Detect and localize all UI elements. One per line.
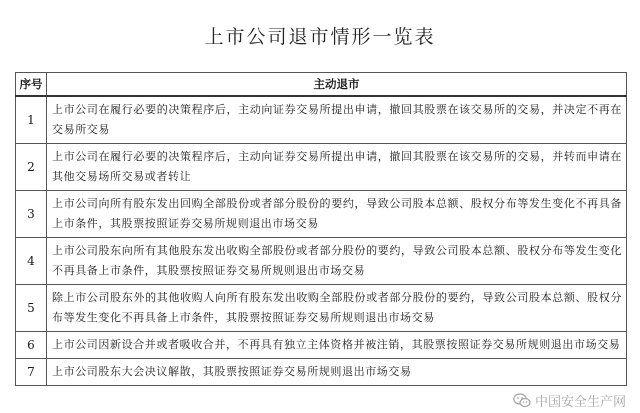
document-title: 上市公司退市情形一览表 bbox=[204, 26, 436, 48]
header-voluntary-delisting: 主动退市 bbox=[47, 73, 627, 97]
row-number: 5 bbox=[16, 285, 47, 332]
watermark bbox=[513, 391, 626, 410]
row-description: 上市公司在履行必要的决策程序后，主动向证券交易所提出申请，撤回其股票在该交易所的交易，并转而申请在其他交易场所交易或者转让 bbox=[47, 144, 627, 191]
row-description: 上市公司在履行必要的决策程序后，主动向证券交易所提出申请，撤回其股票在该交易所的交易，并决定不再在交易所交易 bbox=[47, 96, 627, 144]
table-row bbox=[16, 285, 627, 332]
watermark-text: 中国安全生产网 bbox=[534, 395, 626, 410]
row-number: 1 bbox=[16, 96, 47, 144]
row-description: 上市公司股东向所有其他股东发出收购全部股份或者部分股份的要约，导致公司股本总额、股权分布等发生变化不再具备上市条件，其股票按照证券交易所规则退出市场交易 bbox=[47, 238, 627, 285]
table-header-row bbox=[16, 73, 627, 97]
table-row bbox=[16, 332, 627, 359]
row-description: 上市公司因新设合并或者吸收合并，不再具有独立主体资格并被注销，其股票按照证券交易所规则退出市场交易 bbox=[47, 332, 627, 359]
wechat-icon bbox=[513, 393, 531, 408]
row-number: 2 bbox=[16, 144, 47, 191]
table-row bbox=[16, 144, 627, 191]
table-row bbox=[16, 238, 627, 285]
table-row bbox=[16, 359, 627, 386]
row-number: 3 bbox=[16, 191, 47, 238]
row-description: 上市公司股东大会决议解散，其股票按照证券交易所规则退出市场交易 bbox=[47, 359, 627, 386]
row-description: 除上市公司股东外的其他收购人向所有股东发出收购全部股份或者部分股份的要约，导致公司股本总额、股权分布等发生变化不再具备上市条件，其股票按照证券交易所规则退出市场交易 bbox=[47, 285, 627, 332]
row-number: 6 bbox=[16, 332, 47, 359]
table-row bbox=[16, 96, 627, 144]
delisting-situations-table bbox=[15, 72, 627, 386]
header-serial-number: 序号 bbox=[16, 73, 47, 97]
row-number: 7 bbox=[16, 359, 47, 386]
row-number: 4 bbox=[16, 238, 47, 285]
table-row bbox=[16, 191, 627, 238]
row-description: 上市公司向所有股东发出回购全部股份或者部分股份的要约，导致公司股本总额、股权分布等发生变化不再具备上市条件，其股票按照证券交易所规则退出市场交易 bbox=[47, 191, 627, 238]
